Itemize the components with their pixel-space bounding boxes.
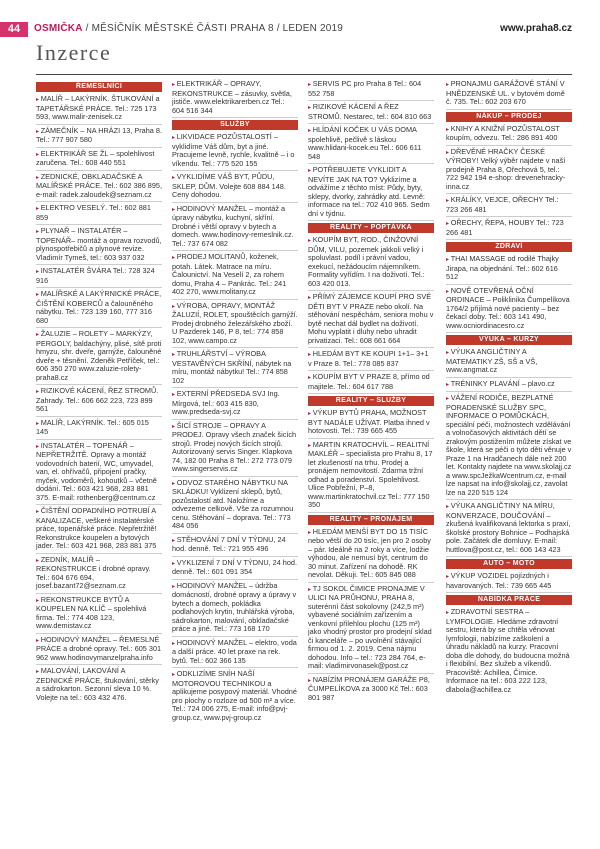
classified-ad: ▸ VÁŽENÍ RODIČE, BEZPLATNÉ PORADENSKÉ SLUŽBY SPC, INFORMACE O POMŮCKÁCH, speciální péči, možnostech vzdělávání a volnočasových aktivitách dětí se zrakovým postižením můžete získat ve škole, která se péči o tyto děti věnuje v Praze 1 na Hradčanech dále než 200 let. Kontakty najdete na www.skolajj.cz a www.spcJežkaWcentrum.cz, e-mail lze napsat na info@skolajj.cz, zavolat lze na 220 515 124 [446, 394, 572, 500]
section-heading: VÝUKA – KURZY [446, 335, 572, 345]
section-heading: ŘEMESLNÍCI [36, 82, 162, 92]
section-heading: ZDRAVÍ [446, 242, 572, 252]
section-heading: REALITY – PRONÁJEM [308, 515, 434, 525]
classified-ad: ▸ OŘECHY, ŘEPA, HOUBY Tel.: 723 266 481 [446, 219, 572, 240]
classified-ad: ▸ ČIŠTĚNÍ ODPADNÍHO POTRUBÍ A KANALIZACE, veškeré instalatérské práce, topenářské práce. Nepřetržitě! Rekonstrukce koupelen a bytových jader. Tel.: 603 421 968, 283 881 375 [36, 507, 162, 554]
classified-ad: ▸ LIKVIDACE POZŮSTALOSTÍ – vyklidíme Váš dům, byt a jiné. Pracujeme levně, rychle, kvalitně – i o víkendu. Tel.: 775 520 155 [172, 133, 298, 171]
classified-ad: ▸ SERVIS PC pro Praha 8 Tel.: 604 552 758 [308, 80, 434, 101]
issue-line: OSMIČKA / MĚSÍČNÍK MĚSTSKÉ ČÁSTI PRAHA 8 / LEDEN 2019 [34, 23, 344, 34]
classified-ad: ▸ REKONSTRUKCE BYTŮ A KOUPELEN NA KLÍČ – spolehlivá firma. Tel.: 774 408 123, www.demistav.cz [36, 596, 162, 634]
classified-ad: ▸ VYKLIDÍME VÁŠ BYT, PŮDU, SKLEP, DŮM. Volejte 608 884 148. Ceny dohodou. [172, 173, 298, 203]
column-1 [36, 80, 162, 706]
classified-ad: ▸ POTŘEBUJETE VYKLIDIT A NEVÍTE JAK NA TO? Vyklizíme a odvážíme z těchto míst: Půdy, byty, sklepy, dvorky, zahrádky atd. Levně: informace na tel.: 702 410 965. Sedm dní v týdnu. [308, 166, 434, 221]
classified-ad: ▸ ZÁMEČNÍK – NA HRÁZI 13, Praha 8. Tel.: 777 907 580 [36, 127, 162, 148]
classified-ad: ▸ HLÍDÁNÍ KOČEK U VÁS DOMA spolehlivě, pečlivě s láskou www.hlidani-kocek.eu Tel.: 606 611 548 [308, 126, 434, 164]
classified-ad: ▸ HLEDÁM BYT KE KOUPI 1+1– 3+1 v Praze 8. Tel.: 778 085 837 [308, 350, 434, 371]
site-url[interactable]: www.praha8.cz [500, 23, 572, 34]
classified-ad: ▸ ODVOZ STARÉHO NÁBYTKU NA SKLÁDKU! Vyklizení sklepů, bytů, pozůstalostí atd. Naložíme a odvezeme celkově. Vše za rozumnou cenu. Stěhování – doprava. Tel.: 773 484 056 [172, 479, 298, 534]
classified-ad: ▸ HODINOVÝ MANŽEL – ŘEMESLNÉ PRÁCE a drobné opravy. Tel.: 605 301 962 www.hodinovymanzelpraha.info [36, 636, 162, 666]
classified-ad: ▸ ODKLIZÍME SNÍH NAŠÍ MOTOROVOU TECHNIKOU a aplikujeme posypový materiál. Vhodné pro plochy o rozloze od 500 m² a více. Tel.: 724 006 275, E-mail: info@pvj-group.cz, www.pvj-group.cz [172, 670, 298, 724]
classified-ad: ▸ THAI MASSAGE od rodilé Thajky Jirapa, na objednání. Tel.: 602 616 512 [446, 255, 572, 285]
classified-ad: ▸ MALÍŘSKÉ A LAKÝRNICKÉ PRÁCE, ČIŠTĚNÍ KOBERCŮ a čalouněného nábytku. Tel.: 723 139 160, 777 316 680 [36, 290, 162, 328]
classified-ad: ▸ VYKLIZENÍ 7 DNÍ V TÝDNU, 24 hod. denně. Tel.: 601 091 354 [172, 559, 298, 580]
classified-ad: ▸ ZDRAVOTNÍ SESTRA – LYMFOLOGIE. Hledáme zdravotní sestru, která by se chtěla věnovat lymfologii, nabízíme zaškolení a úhradu nákladů na kurzy. Pracovní doba dle dohody, do budoucna možná i flexibilní. Bez služeb a víkendů. Pracoviště: Achillea, Čimice. Informace na tel.: 603 222 123, dlabola@achillea.cz [446, 608, 572, 696]
classified-ad: ▸ ŽALUZIE – ROLETY – MARKÝZY, PERGOLY, baldachýny, plisé, sítě proti hmyzu, shr. dveře, garnýže, čalouněné dveře + těsnění. Zdeněk Petříček, tel.: 606 350 270 www.zaluzie-rolety-praha8.cz [36, 330, 162, 385]
column-3 [308, 80, 434, 706]
classified-ad: ▸ MALÍŘ, LAKÝRNÍK. Tel.: 605 015 145 [36, 419, 162, 440]
classified-ad: ▸ NABÍZÍM PRONÁJEM GARÁŽE P8, ČUMPELÍKOVA za 3000 Kč Tel.: 603 801 987 [308, 676, 434, 705]
classified-ad: ▸ KRÁLÍKY, VEJCE, OŘECHY Tel.: 723 266 481 [446, 196, 572, 217]
section-heading: REALITY – POPTÁVKA [308, 223, 434, 233]
classified-ad: ▸ ELEKTRIKÁŘ SE ŽL – spolehlivost zaručena. Tel.: 608 440 551 [36, 150, 162, 171]
classified-ad: ▸ RIZIKOVÉ KÁCENÍ A ŘEZ STROMŮ. Nestarec, tel.: 604 810 663 [308, 103, 434, 124]
section-heading: SLUŽBY [172, 120, 298, 130]
classified-ad: ▸ INSTALATÉR ŠVÁRA Tel.: 728 324 916 [36, 267, 162, 288]
section-heading: REALITY – SLUŽBY [308, 396, 434, 406]
classified-ad: ▸ PLYNAŘ – INSTALATÉR – TOPENÁŘ– montáž a oprava rozvodů, plynospotřebičů a plynové revize. Vladimír Tymeš, tel.: 603 937 032 [36, 227, 162, 265]
classified-ad: ▸ DŘEVĚNÉ HRAČKY ČESKÉ VÝROBY! Velký výběr najdete v naší prodejně Praha 8, Ořechová 5, tel.: 722 942 194 e-shop: drevenehracky-inna.cz [446, 148, 572, 195]
classified-ad: ▸ PRONAJMU GARÁŽOVÉ STÁNÍ V HNĚDZENSKÉ UL. v bytovém domě č. 735. Tel.: 602 203 670 [446, 80, 572, 110]
title-rule [36, 74, 572, 75]
classified-ad: ▸ PRODEJ MOLITANŮ, koženek, potah. Látek. Matrace na míru. Čalounictví. Na Veselí 2, za rohem domu, Praha 4 – Pankrác. Tel.: 241 402 270, www.molitany.cz [172, 253, 298, 300]
classified-ad: ▸ ZEDNÍK, MALÍŘ – REKONSTRUKCE i drobné opravy. Tel.: 604 676 694, josef.bazant72@seznam.cz [36, 556, 162, 594]
column-2 [172, 80, 298, 726]
classified-ad: ▸ STĚHOVÁNÍ 7 DNÍ V TÝDNU, 24 hod. denně. Tel.: 721 955 496 [172, 536, 298, 557]
section-heading: NÁKUP – PRODEJ [446, 112, 572, 122]
classified-ad: ▸ NOVĚ OTEVŘENÁ OČNÍ ORDINACE – Poliklinika Čumpelíkova 1764/2 přijímá nové pacienty – bez čekací doby. Tel.: 603 141 490, www.ocniordinacesro.cz [446, 287, 572, 334]
classified-ad: ▸ INSTALATÉR – TOPENÁŘ – NEPŘETRŽITĚ. Opravy a montáž vodovodních baterií, WC, umyvadel, van, el. ohřívačů, připojení pračky, myček, vodoměrů, kohoutků – včetně dodání. Tel.: 603 421 968, 283 881 375. E-mail: rothenberg@centrum.cz [36, 442, 162, 506]
classified-ad: ▸ ŠICÍ STROJE – OPRAVY A PRODEJ. Opravy všech značek šicích strojů. Prodej nových šicích strojů. Autorizovaný servis Singer. Klapkova 74, 182 00 Praha 8 Tel.: 272 773 079 www.singerservis.cz [172, 422, 298, 477]
classified-ad: ▸ KOUPÍM BYT V PRAZE 8, přímo od majitele. Tel.: 604 617 788 [308, 373, 434, 394]
classified-ad: ▸ PŘÍMÝ ZÁJEMCE KOUPÍ PRO SVÉ DĚTI BYT V PRAZE nebo okolí. Na stěhování nespěchám, seniora mohu v bytě nechat dál bydlet na doživotí. Mohu vyplatit i dluhy nebo uhradit privatizaci. Tel.: 608 661 664 [308, 293, 434, 348]
column-4 [446, 80, 572, 698]
classified-ad: ▸ MARTIN KRATOCHVÍL – REALITNÍ MAKLÉŘ – specialista pro Prahu 8, 17 let zkušeností na trhu. Prodej a pronájem nemovitostí. Zdarma tržní odhad a poradenství. Spolehlivost. Ulice Pobřežní, P–8, www.martinkratochvil.cz Tel.: 777 150 350 [308, 441, 434, 513]
classified-ad: ▸ ELEKTRIKÁŘ – OPRAVY, REKONSTRUKCE – zásuvky, světla, jističe. www.elektrikarerben.cz Tel.: 604 516 344 [172, 80, 298, 118]
section-heading: NABÍDKA PRÁCE [446, 595, 572, 605]
classified-ad: ▸ TRÉNINKY PLAVÁNÍ – plavo.cz [446, 380, 572, 393]
classified-ad: ▸ KOUPÍM BYT, ROD., ČINŽOVNÍ DŮM, VILU, pozemek jakkoli velký i spoluvlast. podíl i právní vadou, exekucí, nežádoucím nájemníkem. Formality vyřídím. I na doživotí. Tel.: 603 420 013. [308, 236, 434, 291]
classified-ad: ▸ TRUHLÁŘSTVÍ – VÝROBA VESTAVĚNÝCH SKŘÍNÍ, nábytek na míru, montáž nábytku! Tel.: 774 858 102 [172, 350, 298, 388]
classified-ad: ▸ VÝKUP VOZIDEL pojízdných i havarovaných. Tel.: 739 665 445 [446, 572, 572, 593]
classified-ad: ▸ TJ SOKOL ČIMICE PRONAJME V ULICI NA PRŮHONU, PRAHA 8, suterénní část sokolovny (242,5 m²) vybavené sociálním zařízením a venkovní přilehlou plochu (125 m²) jako vhodný prostor pro prodejní sklad či kanceláře – po uvolnění stávající firmou od 1. 2. 2019. Cena nájmu dohodou. Info – tel.: 723 284 764, e-mail: vladimirvonasek@post.cz [308, 585, 434, 674]
page-number: 44 [0, 22, 28, 37]
magazine-name: OSMIČKA [34, 23, 83, 34]
classified-ad: ▸ EXTERNÍ PŘEDSEDA SVJ Ing. Mírgová, tel.: 603 415 830, www.predseda-svj.cz [172, 390, 298, 420]
classified-ad: ▸ HLEDÁM MENŠÍ BYT DO 15 TISÍC nebo větší do 20 tisíc, jen pro 2 osoby – pár. Ideálně na 2 roky a více, lodžie výhodou, ale nemusí být, centrum do 30 minut. Zařízení na dohodě. RK nevolat. Děkuji. Tel.: 605 845 088 [308, 528, 434, 583]
section-heading: AUTO – MOTO [446, 559, 572, 569]
page-title: Inzerce [36, 40, 112, 65]
classified-ad: ▸ VÝUKA ANGLIČTINY A MATEMATIKY ZŠ, SŠ a VŠ, www.angmat.cz [446, 348, 572, 378]
classified-ad: ▸ MALOVÁNÍ, LAKOVÁNÍ A ZEDNICKÉ PRÁCE, štukování, stěrky a sádrokarton. Sezonní sleva 10 %. Volejte na tel.: 603 432 476. [36, 667, 162, 704]
classified-ad: ▸ HODINOVÝ MANŽEL – údržba domácností, drobné opravy a úpravy v bytech a domech, pokládka podlahových krytin, truhlářská výroba, sádrokarton, malování, obkladačské práce a jiné. Tel.: 773 168 170 [172, 582, 298, 637]
page-header [0, 22, 600, 38]
classified-ad: ▸ VÝKUP BYTŮ PRAHA, MOŽNOST BYT NADÁLE UŽÍVAT. Platba ihned v hotovosti. Tel.: 739 665 455 [308, 409, 434, 439]
classified-ad: ▸ VÝUKA ANGLIČTINY NA MÍRU, KONVERZACE, DOUČOVÁNÍ – zkušená kvalifikovaná lektorka s praxí, školské prostory Bohnice – Podhajská pole. Začátek dle domluvy. E-mail: huttlova@post.cz, tel.: 606 143 423 [446, 502, 572, 557]
classified-ad: ▸ HODINOVÝ MANŽEL – elektro, voda a další práce. 40 let praxe na rek. bytů. Tel.: 602 366 135 [172, 639, 298, 669]
classified-ad: ▸ VÝROBA, OPRAVY, MONTÁŽ ŽALUZIÍ, ROLET, spouštěcích garnýží. Prodej drobného železářského zboží. U Pazderek 146, P 8, tel.: 774 858 102, www.campo.cz [172, 302, 298, 349]
classified-ad: ▸ RIZIKOVÉ KÁCENÍ, ŘEZ STROMŮ. Zahrady. Tel.: 606 662 223, 723 899 561 [36, 387, 162, 417]
issue-info: MĚSÍČNÍK MĚSTSKÉ ČÁSTI PRAHA 8 / LEDEN 2019 [91, 23, 344, 34]
classified-ad: ▸ ELEKTRO VESELÝ. Tel.: 602 881 859 [36, 204, 162, 225]
classified-ad: ▸ HODINOVÝ MANŽEL – montáž a úpravy nábytku, kuchyní, skříní. Drobné i větší opravy v bytech a domech. www.hodinovy-remeslnik.cz. Tel.: 737 674 082 [172, 205, 298, 252]
classified-ad: ▸ KNIHY A KNIŽNÍ POZŮSTALOST koupím, odvezu. Tel.: 286 891 400 [446, 125, 572, 146]
classified-ad: ▸ ZEDNICKÉ, OBKLADAČSKÉ A MALÍŘSKÉ PRÁCE. Tel.: 602 386 895, e-mail: radek.zaloudek@seznam.cz [36, 173, 162, 203]
classified-ad: ▸ MALÍŘ – LAKÝRNÍK. ŠTUKOVÁNÍ a TAPETÁŘSKÉ PRÁCE. Tel.: 725 173 593, www.malir-zenisek.cz [36, 95, 162, 125]
